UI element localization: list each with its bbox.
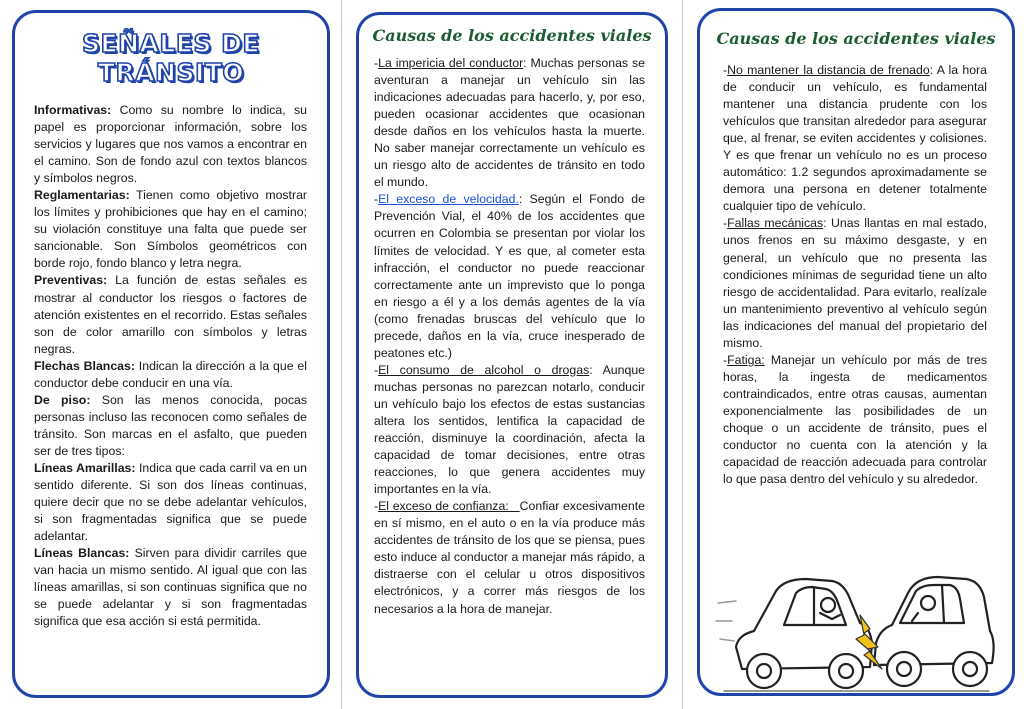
text-lineas-blancas: Sirven para dividir carriles que van hacia un mismo sentido. Al igual que con las líneas amarillas, si son continuas significa que no se puede adelantar y si son fragmentadas significa que esa acción si está permitida. (34, 546, 307, 629)
right-car-front-wheel (887, 652, 921, 686)
prefix-impericia: - (374, 56, 379, 70)
prefix-fallas-mecanicas: - (723, 216, 728, 231)
term-exceso-confianza: El exceso de confianza: (378, 499, 520, 514)
paragraph-exceso-velocidad (374, 191, 645, 361)
paragraph-exceso-confianza (374, 498, 645, 617)
label-reglamentarias: Reglamentarias: (34, 188, 130, 203)
panel2-title: Causas de los accidentes viales (372, 26, 652, 45)
paragraph-alcohol-drogas (374, 362, 645, 498)
text-preventivas: La función de estas señales es mostrar al conductor los riesgos o factores de atención existentes en el recorrido. Estas señales son de color amarillo con símbolos y letras negras. (34, 273, 307, 356)
fold-line-left (341, 0, 342, 709)
paragraph-informativas (34, 102, 307, 187)
panel-causas-accidentes-2 (697, 8, 1015, 696)
panel-causas-accidentes-1 (356, 12, 668, 698)
text-distancia-frenado: : A la hora de conducir un vehículo, es fundamental mantener una distancia prudente con los vehículos que transitan alrededor para asegurar que, al frenar, se eviten accidentes y colisiones. Y es que frenar un vehículo no es un proceso automático: 1.2 segundos aproximadamente se demora una persona en detener totalmente cualquier tipo de vehículo. (723, 63, 987, 214)
term-impericia: La impericia del conductor (378, 56, 524, 70)
right-car-pillar (942, 585, 944, 623)
term-fallas-mecanicas: Fallas mecánicas (727, 216, 824, 231)
label-de-piso: De piso: (34, 392, 91, 407)
right-car-rear-wheel (953, 652, 987, 686)
right-car-body (874, 577, 994, 665)
right-driver-arm (912, 613, 918, 621)
text-fallas-mecanicas: : Unas llantas en mal estado, unos frenos en su máximo desgaste, y en general, un vehículo que no presenta las condiciones mínimas de seguridad tiene un alto riesgo de accidentalidad. Para evitarlo, realízale un mantenimiento preventivo al vehículo según las indicaciones del manual del propietario del mismo. (723, 216, 987, 350)
panel1-content (34, 102, 307, 630)
prefix-distancia-frenado: - (723, 63, 728, 77)
text-flechas-blancas: Indican la dirección a la que el conductor debe conducir en una vía. (34, 358, 307, 390)
text-informativas: Como su nombre lo indica, su papel es proporcionar información, sobre los servicios y lugares que nos vamos a encontrar en el camino. Son de fondo azul con textos blancos y símbolos negros. (34, 103, 307, 186)
panel3-title: Causas de los accidentes viales (716, 29, 996, 48)
right-driver-head (921, 596, 935, 610)
left-driver-arm (820, 613, 840, 619)
text-de-piso: Son las menos conocida, pocas personas incluso las reconocen como señales de tránsito. Son marcas en el asfalto, que pueden ser de tres tipos: (34, 392, 307, 458)
car-crash-illustration (714, 551, 999, 696)
term-alcohol-drogas: El consumo de alcohol o drogas (378, 362, 590, 377)
text-fatiga: Manejar un vehículo por más de tres horas, la ingesta de medicamentos contraindicados, entre otras causas, aumentan exponencialmente las posibilidades de un choque o un accidente de tránsito, pues el conductor no cuenta con la atención y la capacidad de reacción adecuada para controlar lo que pasa dentro del vehículo y su alrededor. (723, 352, 987, 487)
fold-line-right (682, 0, 683, 709)
prefix-exceso-confianza: - (374, 499, 379, 514)
label-informativas: Informativas: (34, 103, 112, 117)
left-driver-head (821, 598, 835, 612)
prefix-alcohol-drogas: - (374, 362, 379, 377)
label-lineas-amarillas: Líneas Amarillas: (34, 460, 136, 475)
text-reglamentarias: Tienen como objetivo mostrar los límites y prohibiciones que hay en el camino; su violación constituye una falta que puede ser sancionable. Son Símbolos geométricos con borde rojo, fondo blanco y letra negra. (34, 188, 307, 271)
prefix-fatiga: - (723, 352, 728, 367)
paragraph-lineas-blancas (34, 545, 307, 630)
paragraph-fatiga (723, 352, 987, 488)
text-impericia: : Muchas personas se aventuran a manejar un vehículo sin las indicaciones adecuadas para hacerlo, y, por eso, pueden ocasionar accidentes que ocasionan desde daños en los vehículos hasta la muerte. No saber manejar correctamente un vehículo es un riesgo alto de accidentes de tránsito en todo el mundo. (374, 56, 645, 190)
text-lineas-amarillas: Indica que cada carril va en un sentido diferente. Si son dos líneas continuas, quiere decir que no se debe adelantar vehículos, si son fragmentadas significa que se puede adelantar. (34, 460, 307, 544)
text-exceso-velocidad: : Según el Fondo de Prevención Vial, el 40% de los accidentes que ocurren en Colombia se presentan por violar los límites de velocidad. Y es que, al cometer esta infracción, el conductor no puede reaccionar correctamente ante un imprevisto que lo ponga en riesgo a él y a los demás agentes de la vía (como frenadas bruscas del vehículo que lo precede, daños en la vía, cruce inesperado de peatones etc.) (374, 192, 645, 360)
paragraph-fallas-mecanicas (723, 215, 987, 351)
term-fatiga: Fatiga: (727, 352, 765, 367)
paragraph-flechas-blancas (34, 358, 307, 392)
label-flechas-blancas: Flechas Blancas: (34, 358, 135, 373)
left-car-rear-wheel (747, 654, 781, 688)
term-distancia-frenado: No mantener la distancia de frenado (727, 63, 930, 77)
paragraph-distancia-frenado (723, 62, 987, 215)
label-lineas-blancas: Líneas Blancas: (34, 546, 130, 561)
paragraph-reglamentarias (34, 187, 307, 272)
panel1-title: SEÑALES DE TRÁNSITO (82, 29, 260, 87)
paragraph-lineas-amarillas (34, 460, 307, 545)
left-car-front-wheel (829, 654, 863, 688)
paragraph-impericia (374, 55, 645, 191)
panel2-content (374, 55, 645, 618)
panel3-content (723, 62, 987, 488)
text-exceso-confianza: Confiar excesivamente en sí mismo, en el auto o en la vía produce más accidentes de tránsito de los que se piensa, pues esto induce al conductor a manejar más rápido, a distraerse con el celular u otros dispositivos electrónicos, y a correr más riesgos de los necesarios a la hora de manejar. (374, 499, 645, 616)
paragraph-de-piso (34, 392, 307, 460)
panel-senales-de-transito (12, 10, 330, 698)
speed-lines (716, 601, 736, 641)
prefix-exceso-velocidad: - (374, 192, 379, 207)
paragraph-preventivas (34, 272, 307, 357)
link-exceso-velocidad[interactable]: El exceso de velocidad. (378, 192, 519, 207)
label-preventivas: Preventivas: (34, 273, 108, 288)
text-alcohol-drogas: : Aunque muchas personas no parezcan notarlo, conducir un vehículo bajo los efectos de estas sustancias altera los sentidos, lentifica la capacidad de reacción, disminuye la coordinación, afecta la capacidad de tomar decisiones, entre otras reacciones, lo que genera accidentes muy importantes en la vía. (374, 362, 645, 497)
